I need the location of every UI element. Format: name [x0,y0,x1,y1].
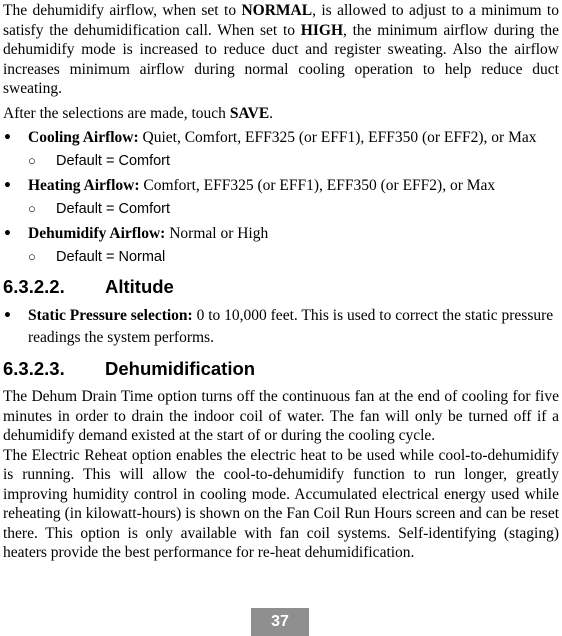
circle-bullet-icon: ○ [28,201,36,216]
section-heading-dehumidification [3,357,559,381]
save-instruction: After the selections are made, touch SAVE. [3,104,274,122]
intro-paragraph: The dehumidify airflow, when set to NORMAL, is allowed to adjust to a minimum to satisfy the dehumidification call. When set to HIGH, the minimum airflow during the dehumidify mode is increased to reduce duct and register sweating. Also the airflow increases minimum airflow during normal cooling operation to help reduce duct sweating. [3,2,559,97]
dehum-drain-paragraph: The Dehum Drain Time option turns off the continuous fan at the end of cooling for five minutes in order to drain the indoor coil of water. The fan will only be turned off if a dehumidify demand existed at the start of or during the cooling cycle. [3,388,559,444]
section-heading-altitude [3,275,559,299]
section-number: 6.3.2.3. [3,358,65,379]
high-term: HIGH [300,21,343,39]
electric-reheat-paragraph: The Electric Reheat option enables the electric heat to be used while cool-to-dehumidify is running. This will allow the cool-to-dehumidify function to run longer, greatly improving humidity control in cooling mode. Accumulated electrical energy used while reheating (in kilowatt-hours) is shown on the Fan Coil Run Hours screen and can be reset there. This option is only available with fan coil systems. Self-identifying (staging) heaters provide the best performance for re-heat dehumidification. [3,446,559,561]
bullet-label: Static Pressure selection: [28,307,193,324]
bullet-dehumidify-airflow [3,223,559,245]
bullet-text: 0 to 10,000 feet. This is used to correct the static pressure readings the system performs. [28,307,554,346]
sub-bullet-dehumidify-default: ○ Default = Normal [28,249,166,265]
bullet-static-pressure [3,305,559,349]
circle-bullet-icon: ○ [28,153,36,168]
bullet-icon: • [3,130,12,146]
section-number: 6.3.2.2. [3,276,65,297]
bullet-icon: • [3,226,12,242]
bullet-label: Heating Airflow: [28,177,140,194]
bullet-text: Comfort, EFF325 (or EFF1), EFF350 (or EFF2), or Max [139,177,496,194]
section-title: Altitude [105,276,174,297]
bullet-cooling-airflow [3,127,559,149]
bullet-heating-airflow [3,175,559,197]
sub-bullet-heating-default: ○ Default = Comfort [28,201,171,217]
page-number: 37 [251,608,309,636]
bullet-label: Cooling Airflow: [28,129,139,146]
circle-bullet-icon: ○ [28,249,36,264]
bullet-label: Dehumidify Airflow: [28,225,166,242]
normal-term: NORMAL [241,2,313,19]
bullet-icon: • [3,178,12,194]
document-page [3,0,559,563]
sub-bullet-cooling-default: ○ Default = Comfort [28,153,171,169]
bullet-text: Quiet, Comfort, EFF325 (or EFF1), EFF350 (or EFF2), or Max [138,129,537,146]
bullet-text: Normal or High [165,225,269,242]
save-term: SAVE [229,104,270,122]
section-title: Dehumidification [105,358,256,379]
bullet-icon: • [3,308,12,324]
